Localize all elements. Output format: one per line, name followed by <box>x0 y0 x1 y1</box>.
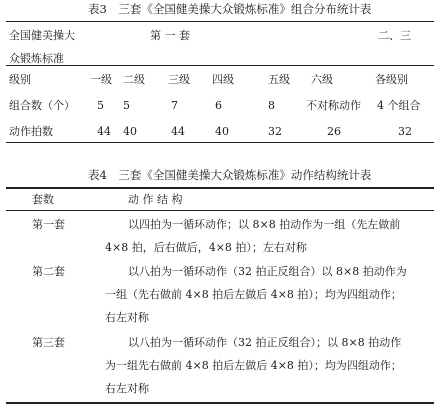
table4-header-rule <box>6 210 434 211</box>
table4-top-rule <box>6 187 434 189</box>
table3-cell: 各级别 <box>375 73 408 86</box>
table3-cell: 44 <box>97 125 111 138</box>
table3-corner-header-line1: 全国健美操大 <box>9 29 75 42</box>
table3-cell: 4 个组合 <box>377 99 421 112</box>
table3-cell: 不对称动作 <box>306 99 361 112</box>
table4-caption: 表4 三套《全国健美操大众锻炼标准》动作结构统计表 <box>88 168 372 182</box>
table3-header-rule <box>6 65 434 66</box>
table4-row-set-name: 第二套 <box>32 265 65 278</box>
table4-row-structure-line: 以四拍为一循环动作；以 8×8 拍动作为一组（先左做前 <box>128 218 401 231</box>
table3-cell: 8 <box>268 99 275 112</box>
table3-cell: 5 <box>97 99 104 112</box>
table3-cell: 一级 <box>90 73 112 86</box>
table3-cell: 7 <box>171 99 178 112</box>
table3-cell: 6 <box>215 99 222 112</box>
table3-cell: 四级 <box>212 73 234 86</box>
table3-corner-header-line2: 众锻炼标准 <box>9 52 64 65</box>
table3-cell: 5 <box>123 99 130 112</box>
table3-cell: 44 <box>171 125 185 138</box>
table3-row-level-label: 级别 <box>9 73 31 86</box>
table3-cell: 五级 <box>268 73 290 86</box>
table4-col-sets-header: 套数 <box>32 193 54 206</box>
table4-row-set-name: 第三套 <box>32 336 65 349</box>
table3-cell: 32 <box>398 125 412 138</box>
table3-cell: 六级 <box>311 73 333 86</box>
table4-row-structure-line: 以八拍为一循环动作（32 拍正反组合）以 8×8 拍动作为 <box>128 265 407 278</box>
table4-bottom-rule <box>6 402 434 404</box>
table3-set23-header: 二、三 <box>378 29 411 42</box>
table3-row-beats-label: 动作拍数 <box>9 125 53 138</box>
table4-row-structure-line: 为一组先右做前 4×8 拍后左做后 4×8 拍）；均为四组动作； <box>105 359 402 372</box>
table4-row-structure-line: 右左对称 <box>105 311 149 324</box>
table3-cell: 40 <box>215 125 229 138</box>
table4-col-structure-header: 动 作 结 构 <box>128 193 183 206</box>
table3-cell: 三级 <box>168 73 190 86</box>
table4-row-set-name: 第一套 <box>32 218 65 231</box>
table4-row-structure-line: 以八拍为一循环动作（32 拍正反组合）；以 8×8 拍动作 <box>128 336 402 349</box>
table3-caption: 表3 三套《全国健美操大众锻炼标准》组合分布统计表 <box>88 2 372 16</box>
table3-bottom-rule <box>6 142 434 143</box>
table3-top-rule <box>6 21 434 22</box>
table3-cell: 40 <box>123 125 137 138</box>
table3-set1-header: 第 一 套 <box>150 29 190 42</box>
table3-cell: 二级 <box>123 73 145 86</box>
table4-row-structure-line: 右左对称 <box>105 382 149 395</box>
table3-row-groups-label: 组合数（个） <box>9 99 75 112</box>
table3-cell: 26 <box>327 125 341 138</box>
table4-row-structure-line: 4×8 拍，后右做后，4×8 拍）；左右对称 <box>105 241 307 254</box>
table3-cell: 32 <box>268 125 282 138</box>
table4-row-structure-line: 一组（先右做前 4×8 拍后左做后 4×8 拍）；均为四组动作； <box>105 288 402 301</box>
